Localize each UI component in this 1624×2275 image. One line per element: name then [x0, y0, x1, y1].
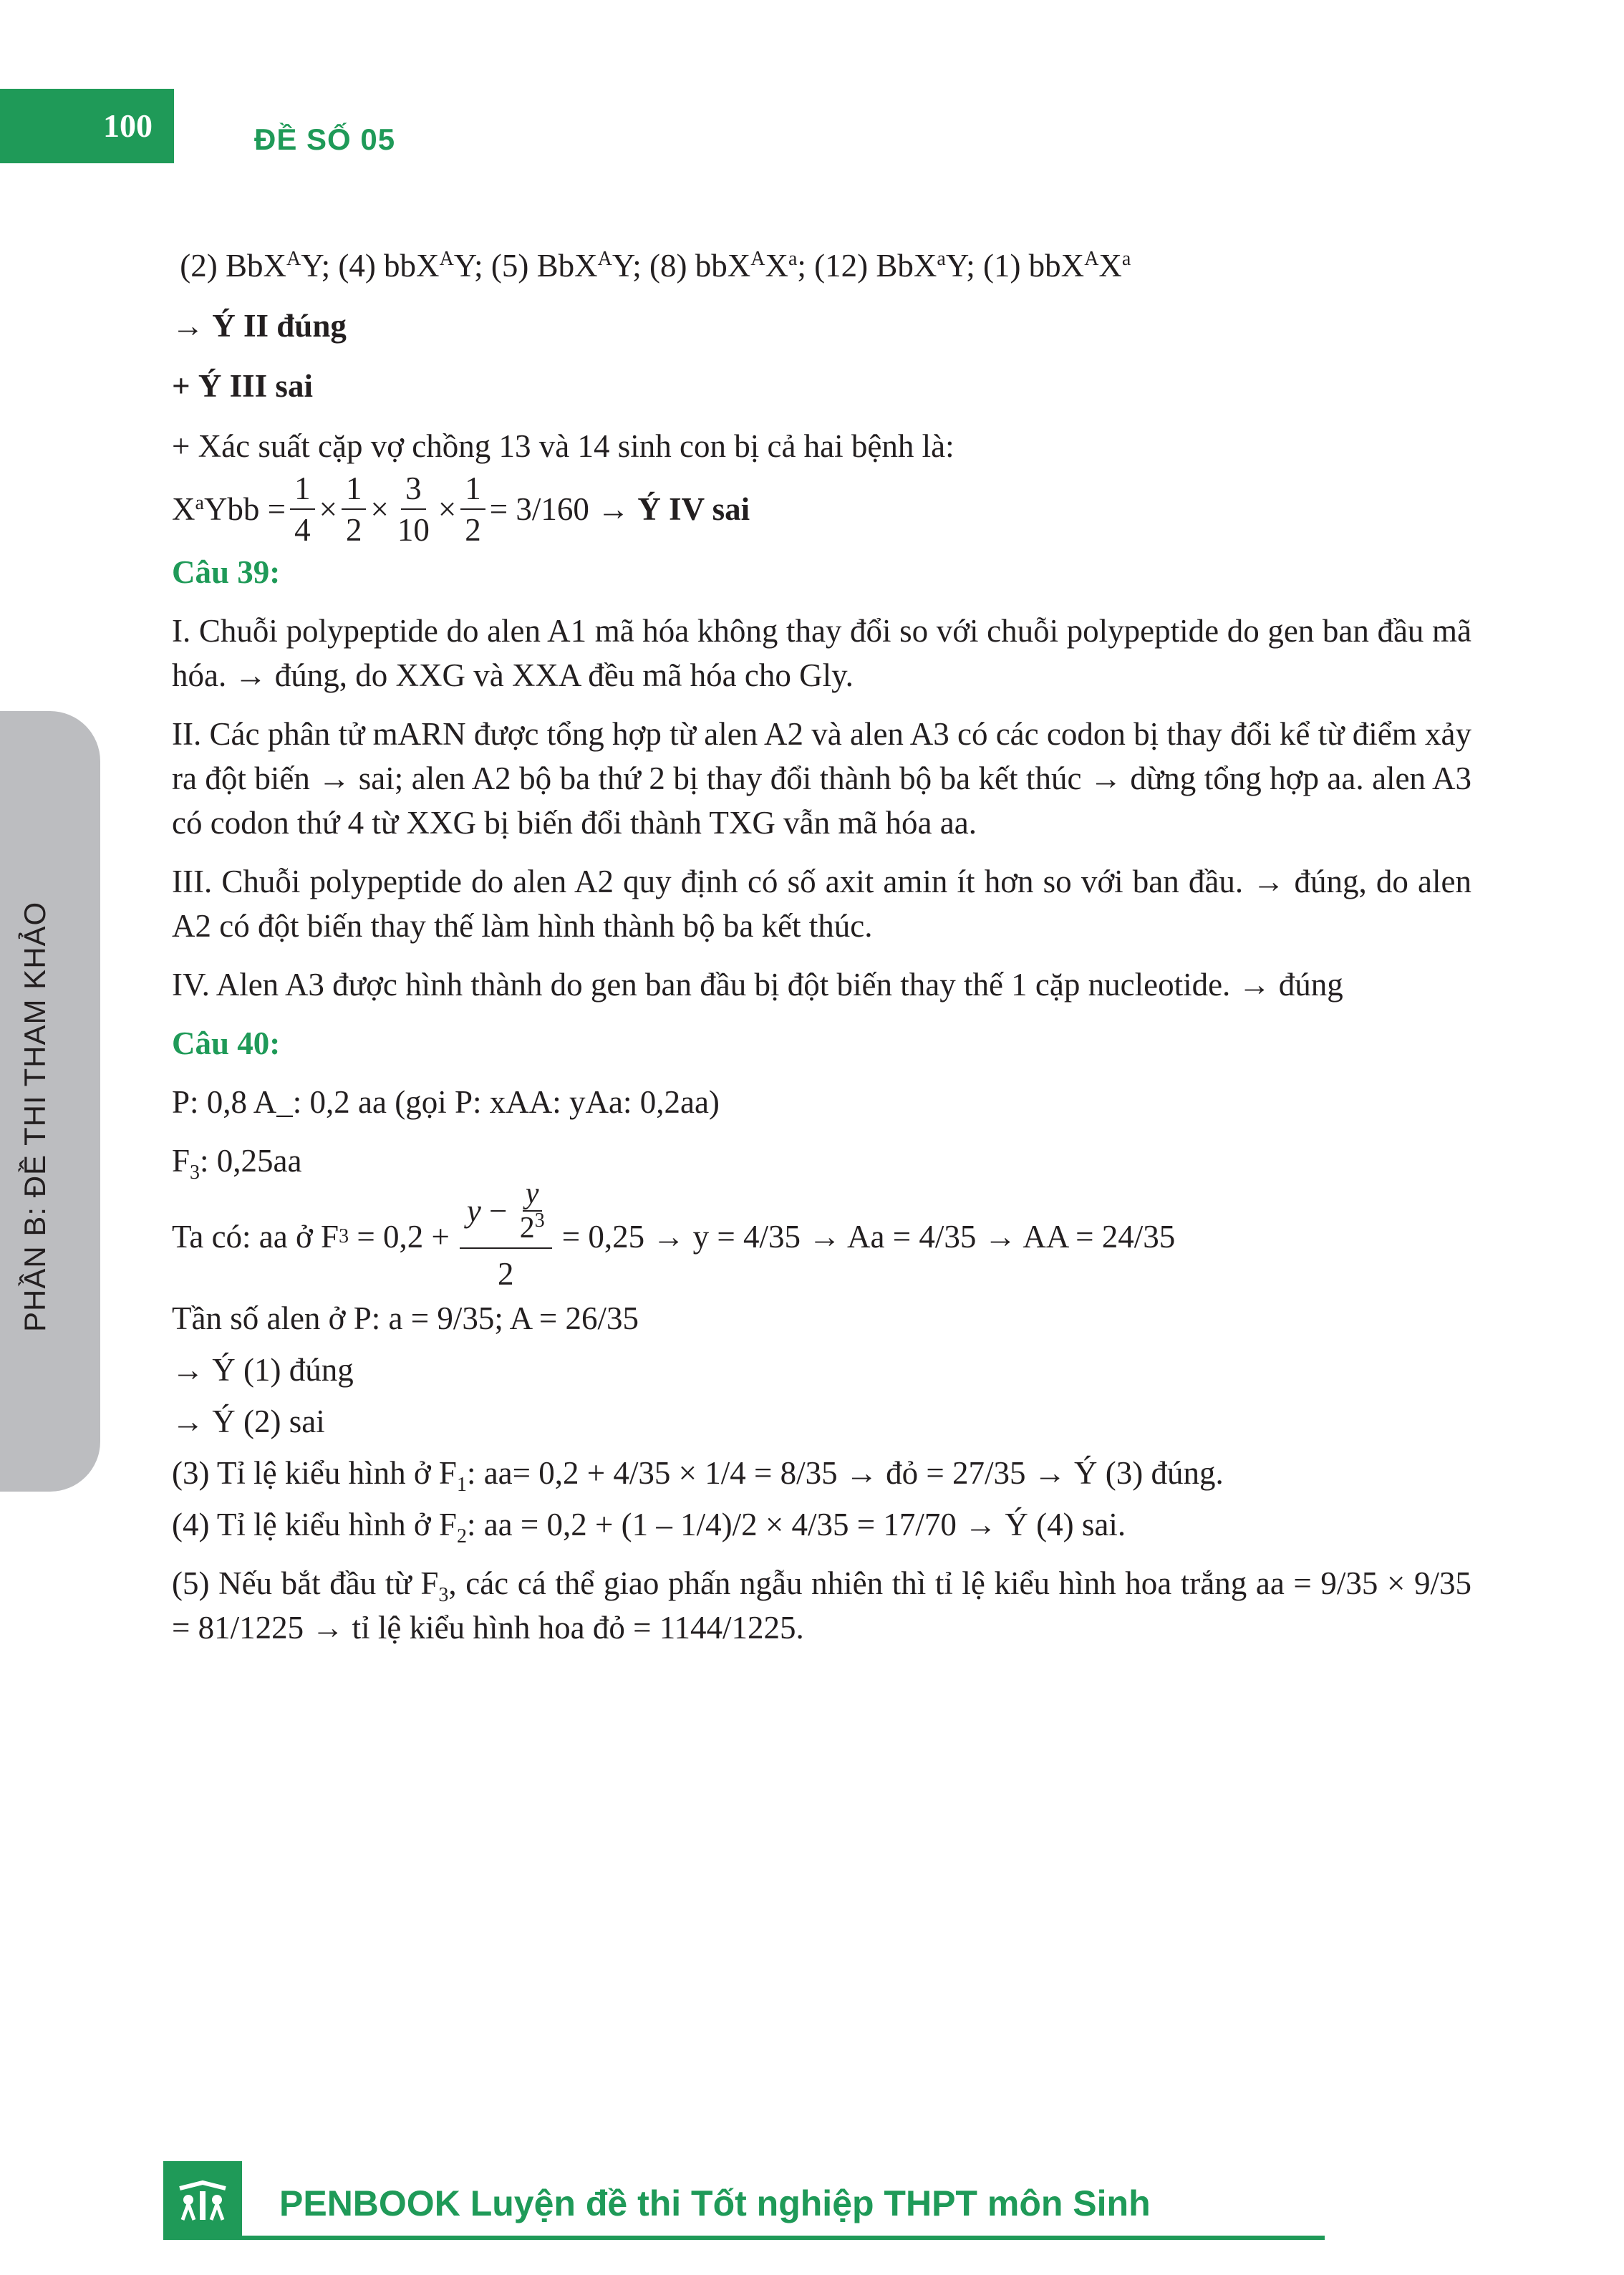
page-content — [172, 243, 1471, 1650]
q40-statement-4: (4) Tỉ lệ kiểu hình ở $F_2$: aa = 0,2 + (1 – 1/4)/2 × 4/35 = 17/70 → Ý (4) sai. — [172, 1507, 1126, 1547]
question-40-title: Câu 40: — [172, 1025, 281, 1061]
page-number: 100 — [103, 107, 153, 144]
side-tab-label: PHẦN B: ĐỀ THI THAM KHẢO — [18, 901, 52, 1332]
book-logo-icon — [163, 2161, 242, 2240]
question-39-title: Câu 39: — [172, 554, 281, 590]
q39-statement-iv: IV. Alen A3 được hình thành do gen ban đầu bị đột biến thay thế 1 cặp nucleotide. → đúng — [172, 967, 1343, 1003]
q40-statement-2: → Ý (2) sai — [172, 1404, 325, 1439]
footer-underline — [242, 2236, 1325, 2240]
probability-equation: X $^a$ Ybb = $\frac{1}{4}$ × $\frac{1}{2}$ × $\frac{3}{10}$ × $\frac{1}{2}$ = 3/160 → Ý IV sai — [172, 468, 1471, 550]
q40-statement-1: → Ý (1) đúng — [172, 1352, 354, 1388]
q40-parent-generation: P: 0,8 A_: 0,2 aa (gọi P: xAA: yAa: 0,2aa) — [172, 1084, 720, 1120]
q39-statement-iii: III. Chuỗi polypeptide do alen A2 quy định có số axit amin ít hơn so với ban đầu. → đúng, do alen A2 có đột biến thay thế làm hình thành bộ ba kết thúc. — [172, 864, 1471, 944]
footer — [163, 2161, 1166, 2240]
inner-fraction: $\frac{y}{2^3}$ — [519, 1177, 545, 1245]
nested-fraction: y − $\frac{y}{2^3}$ 2 — [460, 1177, 552, 1296]
page-number-tab — [0, 89, 174, 163]
fraction: $\frac{3}{10}$ — [393, 468, 434, 550]
probability-intro: + Xác suất cặp vợ chồng 13 và 14 sinh con bị cả hai bệnh là: — [172, 428, 954, 464]
footer-title: PENBOOK Luyện đề thi Tốt nghiệp THPT môn Sinh — [279, 2183, 1151, 2223]
q39-statement-ii: II. Các phân tử mARN được tổng hợp từ alen A2 và alen A3 có các codon bị thay đổi kể từ điểm xảy ra đột biến → sai; alen A2 bộ ba thứ 2 bị thay đổi thành bộ ba kết thúc → dừng tổng hợp aa. alen A3 có codon thứ 4 từ XXG bị biến đổi thành TXG vẫn mã hóa aa. — [172, 716, 1471, 841]
q40-allele-frequency: Tần số alen ở P: a = 9/35; A = 26/35 — [172, 1300, 639, 1336]
statement-ii: → Ý II đúng — [172, 308, 347, 344]
q40-statement-5: (5) Nếu bắt đầu từ $F_3$, các cá thể giao phấn ngẫu nhiên thì tỉ lệ kiểu hình hoa trắng aa = 9/35 × 9/35 = 81/1225 → tỉ lệ kiểu hình hoa đỏ = 1144/1225. — [172, 1565, 1471, 1646]
q40-f3: $F_3$: 0,25aa — [172, 1143, 302, 1184]
fraction: $\frac{1}{4}$ — [290, 468, 315, 550]
fraction: $\frac{1}{2}$ — [342, 468, 367, 550]
fraction: $\frac{1}{2}$ — [460, 468, 485, 550]
q40-equation: Ta có: aa ở F 3 = 0,2 + y − $\frac{y}{2^3}$ 2 = 0,25 → y = 4/35 → Aa = 4/35 → AA = 24/35 — [172, 1177, 1471, 1296]
q40-statement-3: (3) Tỉ lệ kiểu hình ở $F_1$: aa= 0,2 + 4/35 × 1/4 = 8/35 → đỏ = 27/35 → Ý (3) đúng. — [172, 1455, 1224, 1496]
genotype-list: (2) BbX$^A$Y; (4) bbX$^A$Y; (5) BbX$^A$Y; (8) $bbX^AX^a$; (12) BbX$^a$Y; (1) $bbX^AX^a$ — [180, 248, 1131, 284]
section-title: ĐỀ SỐ 05 — [254, 122, 396, 156]
q39-statement-i: I. Chuỗi polypeptide do alen A1 mã hóa không thay đổi so với chuỗi polypeptide do gen ban đầu mã hóa. → đúng, do XXG và XXA đều mã hóa cho Gly. — [172, 613, 1471, 693]
statement-iii: + Ý III sai — [172, 368, 313, 404]
